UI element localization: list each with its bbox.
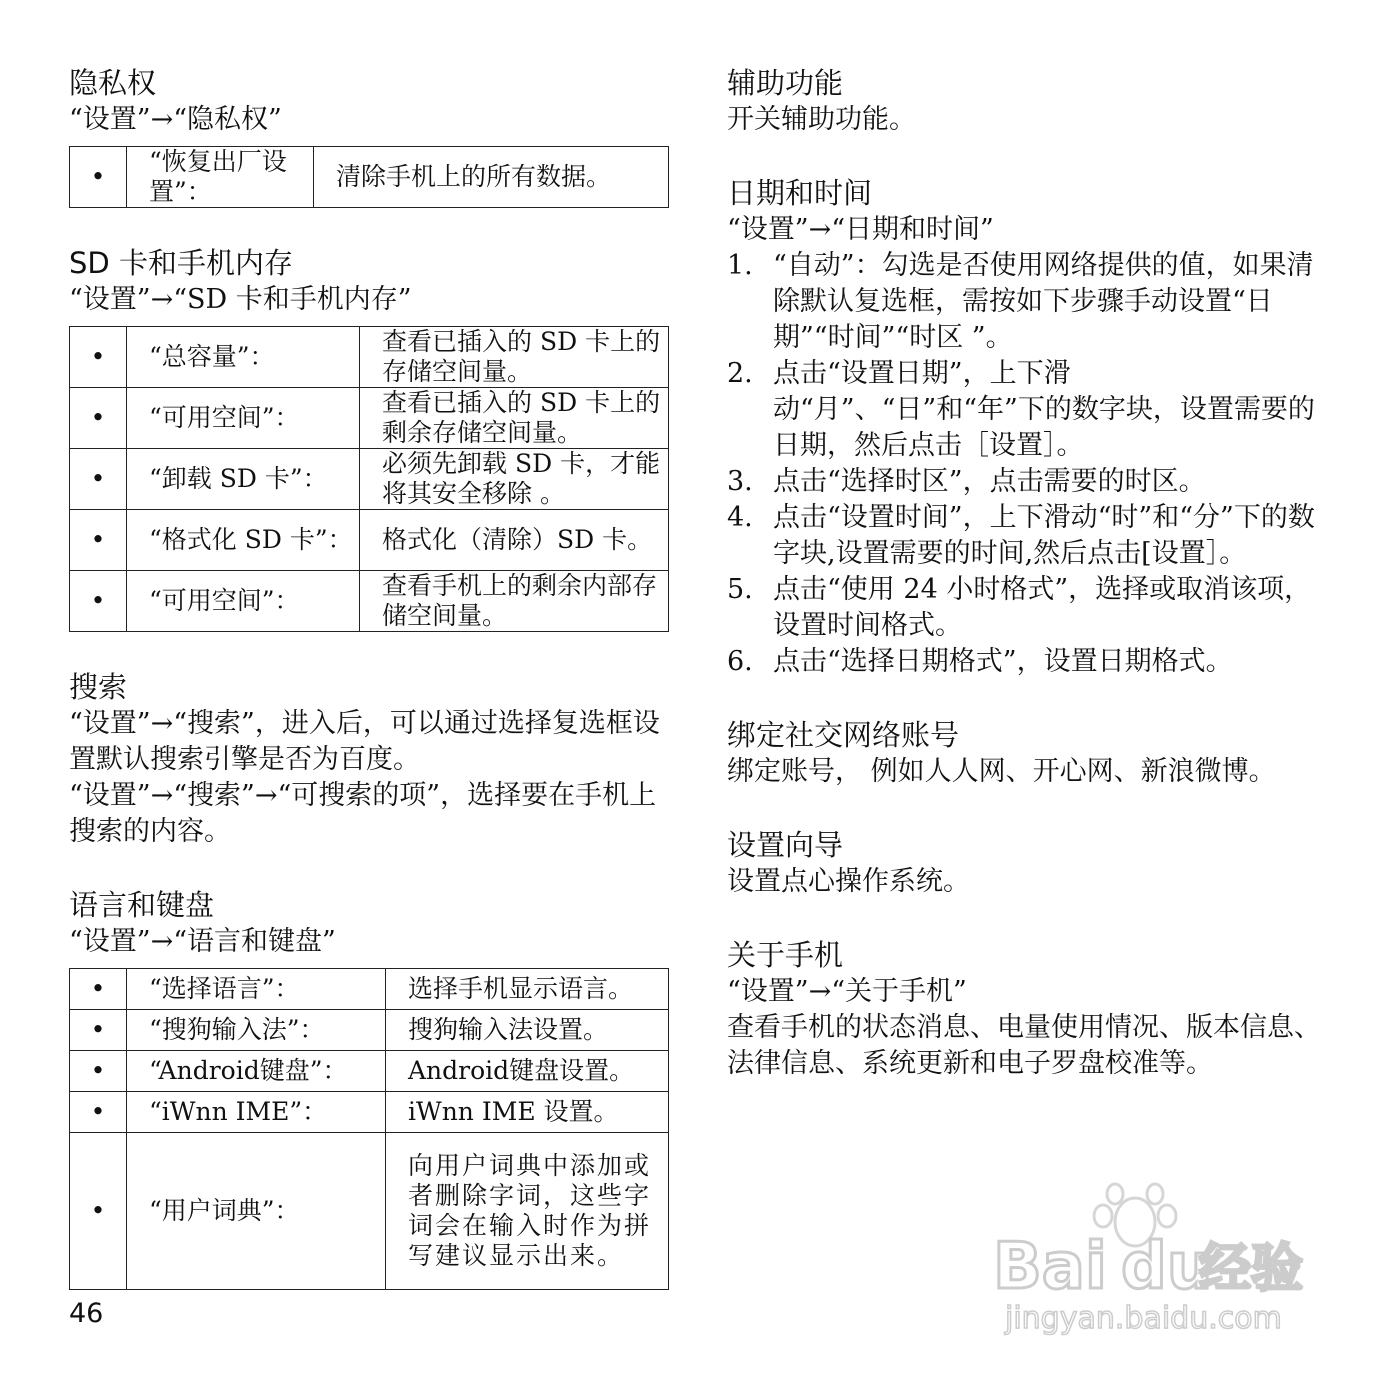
step-number: 1.	[727, 250, 753, 281]
wizard-text: 设置点心操作系统。	[727, 866, 970, 897]
row-desc: Android键盘设置。	[386, 1051, 669, 1092]
privacy-heading: 隐私权	[69, 66, 157, 100]
step-number: 4.	[727, 502, 753, 533]
step-text: 点击“设置日期”，上下滑动“月”、“日”和“年”下的数字块，设置需要的日期，然后点击［设置］。	[773, 358, 1315, 461]
bullet: •	[70, 147, 127, 208]
row-desc: 必须先卸载 SD 卡，才能将其安全移除 。	[360, 449, 669, 510]
storage-section	[69, 244, 669, 632]
list-item	[727, 644, 1337, 680]
bullet: •	[70, 1133, 127, 1290]
search-section	[69, 668, 669, 850]
row-label: “用户词典”：	[127, 1133, 386, 1290]
baidu-watermark-logo	[985, 1180, 1315, 1340]
about-section	[727, 936, 1337, 1082]
step-number: 2.	[727, 358, 753, 389]
svg-text:Bai: Bai	[993, 1230, 1107, 1304]
list-item	[727, 356, 1337, 464]
about-path: “设置”→“关于手机”	[727, 976, 967, 1007]
about-heading: 关于手机	[727, 938, 844, 972]
table-row	[70, 1010, 669, 1051]
bullet: •	[70, 969, 127, 1010]
table-row	[70, 1051, 669, 1092]
storage-table	[69, 326, 669, 632]
svg-text:经验: 经验	[1199, 1239, 1304, 1299]
list-item	[727, 464, 1337, 500]
language-table	[69, 968, 669, 1290]
bullet: •	[70, 571, 127, 632]
page-number: 46	[69, 1298, 104, 1329]
row-desc: 向用户词典中添加或者删除字词，这些字词会在输入时作为拼写建议显示出来。	[386, 1133, 669, 1290]
step-number: 3.	[727, 466, 753, 497]
step-text: 点击“设置时间”，上下滑动“时”和“分”下的数字块,设置需要的时间,然后点击[设置］。	[773, 502, 1315, 569]
table-row	[70, 327, 669, 388]
bullet: •	[70, 1092, 127, 1133]
table-row	[70, 969, 669, 1010]
bullet: •	[70, 1010, 127, 1051]
privacy-table	[69, 146, 669, 208]
datetime-section	[727, 174, 1337, 680]
table-row	[70, 388, 669, 449]
row-desc: 选择手机显示语言。	[386, 969, 669, 1010]
row-label: “总容量”：	[127, 327, 360, 388]
table-row	[70, 1133, 669, 1290]
search-heading: 搜索	[69, 670, 128, 704]
privacy-section	[69, 64, 669, 208]
language-path: “设置”→“语言和键盘”	[69, 926, 336, 957]
row-label: “选择语言”：	[127, 969, 386, 1010]
table-row	[70, 449, 669, 510]
step-number: 5.	[727, 574, 753, 605]
step-text: “自动”：勾选是否使用网络提供的值，如果清除默认复选框，需按如下步骤手动设置“日期”“时间”“时区 ”。	[773, 250, 1314, 353]
row-label: “可用空间”：	[127, 571, 360, 632]
accessibility-section	[727, 64, 1337, 138]
bullet: •	[70, 327, 127, 388]
row-desc: 格式化（清除）SD 卡。	[360, 510, 669, 571]
row-label: “搜狗输入法”：	[127, 1010, 386, 1051]
row-label: “iWnn IME”：	[127, 1092, 386, 1133]
watermark-url: jingyan.baidu.com	[1005, 1301, 1282, 1336]
step-number: 6.	[727, 646, 753, 677]
social-section	[727, 716, 1337, 790]
wizard-heading: 设置向导	[727, 828, 844, 862]
about-text: 查看手机的状态消息、电量使用情况、版本信息、法律信息、系统更新和电子罗盘校准等。	[727, 1012, 1321, 1079]
table-row	[70, 510, 669, 571]
step-text: 点击“选择时区”，点击需要的时区。	[773, 466, 1206, 497]
bullet: •	[70, 449, 127, 510]
bullet: •	[70, 1051, 127, 1092]
row-desc: iWnn IME 设置。	[386, 1092, 669, 1133]
datetime-path: “设置”→“日期和时间”	[727, 214, 994, 245]
social-heading: 绑定社交网络账号	[727, 718, 960, 752]
table-row	[70, 147, 669, 208]
storage-heading: SD 卡和手机内存	[69, 246, 293, 280]
language-section	[69, 886, 669, 1290]
row-label: “Android键盘”：	[127, 1051, 386, 1092]
bullet: •	[70, 510, 127, 571]
wizard-section	[727, 826, 1337, 900]
row-desc: 查看已插入的 SD 卡上的存储空间量。	[360, 327, 669, 388]
social-text: 绑定账号， 例如人人网、开心网、新浪微博。	[727, 756, 1276, 787]
list-item	[727, 248, 1337, 356]
row-label: “恢复出厂设置”：	[127, 147, 314, 208]
list-item	[727, 500, 1337, 572]
right-column	[727, 64, 1337, 1118]
row-desc: 清除手机上的所有数据。	[314, 147, 669, 208]
row-desc: 查看已插入的 SD 卡上的剩余存储空间量。	[360, 388, 669, 449]
step-text: 点击“选择日期格式”，设置日期格式。	[773, 646, 1233, 677]
row-label: “卸载 SD 卡”：	[127, 449, 360, 510]
storage-path: “设置”→“SD 卡和手机内存”	[69, 284, 412, 315]
row-label: “格式化 SD 卡”：	[127, 510, 360, 571]
list-item	[727, 572, 1337, 644]
search-paragraph: “设置”→“搜索”，进入后，可以通过选择复选框设置默认搜索引擎是否为百度。	[69, 708, 660, 775]
svg-text:du: du	[1121, 1230, 1213, 1304]
accessibility-heading: 辅助功能	[727, 66, 844, 100]
row-desc: 搜狗输入法设置。	[386, 1010, 669, 1051]
bullet: •	[70, 388, 127, 449]
row-label: “可用空间”：	[127, 388, 360, 449]
table-row	[70, 571, 669, 632]
search-paragraph: “设置”→“搜索”→“可搜索的项”，选择要在手机上搜索的内容。	[69, 780, 657, 847]
privacy-path: “设置”→“隐私权”	[69, 104, 282, 135]
datetime-heading: 日期和时间	[727, 176, 873, 210]
datetime-steps	[727, 248, 1337, 680]
language-heading: 语言和键盘	[69, 888, 215, 922]
accessibility-text: 开关辅助功能。	[727, 104, 916, 135]
row-desc: 查看手机上的剩余内部存储空间量。	[360, 571, 669, 632]
table-row	[70, 1092, 669, 1133]
step-text: 点击“使用 24 小时格式”，选择或取消该项，设置时间格式。	[773, 574, 1312, 641]
left-column	[69, 64, 669, 1290]
